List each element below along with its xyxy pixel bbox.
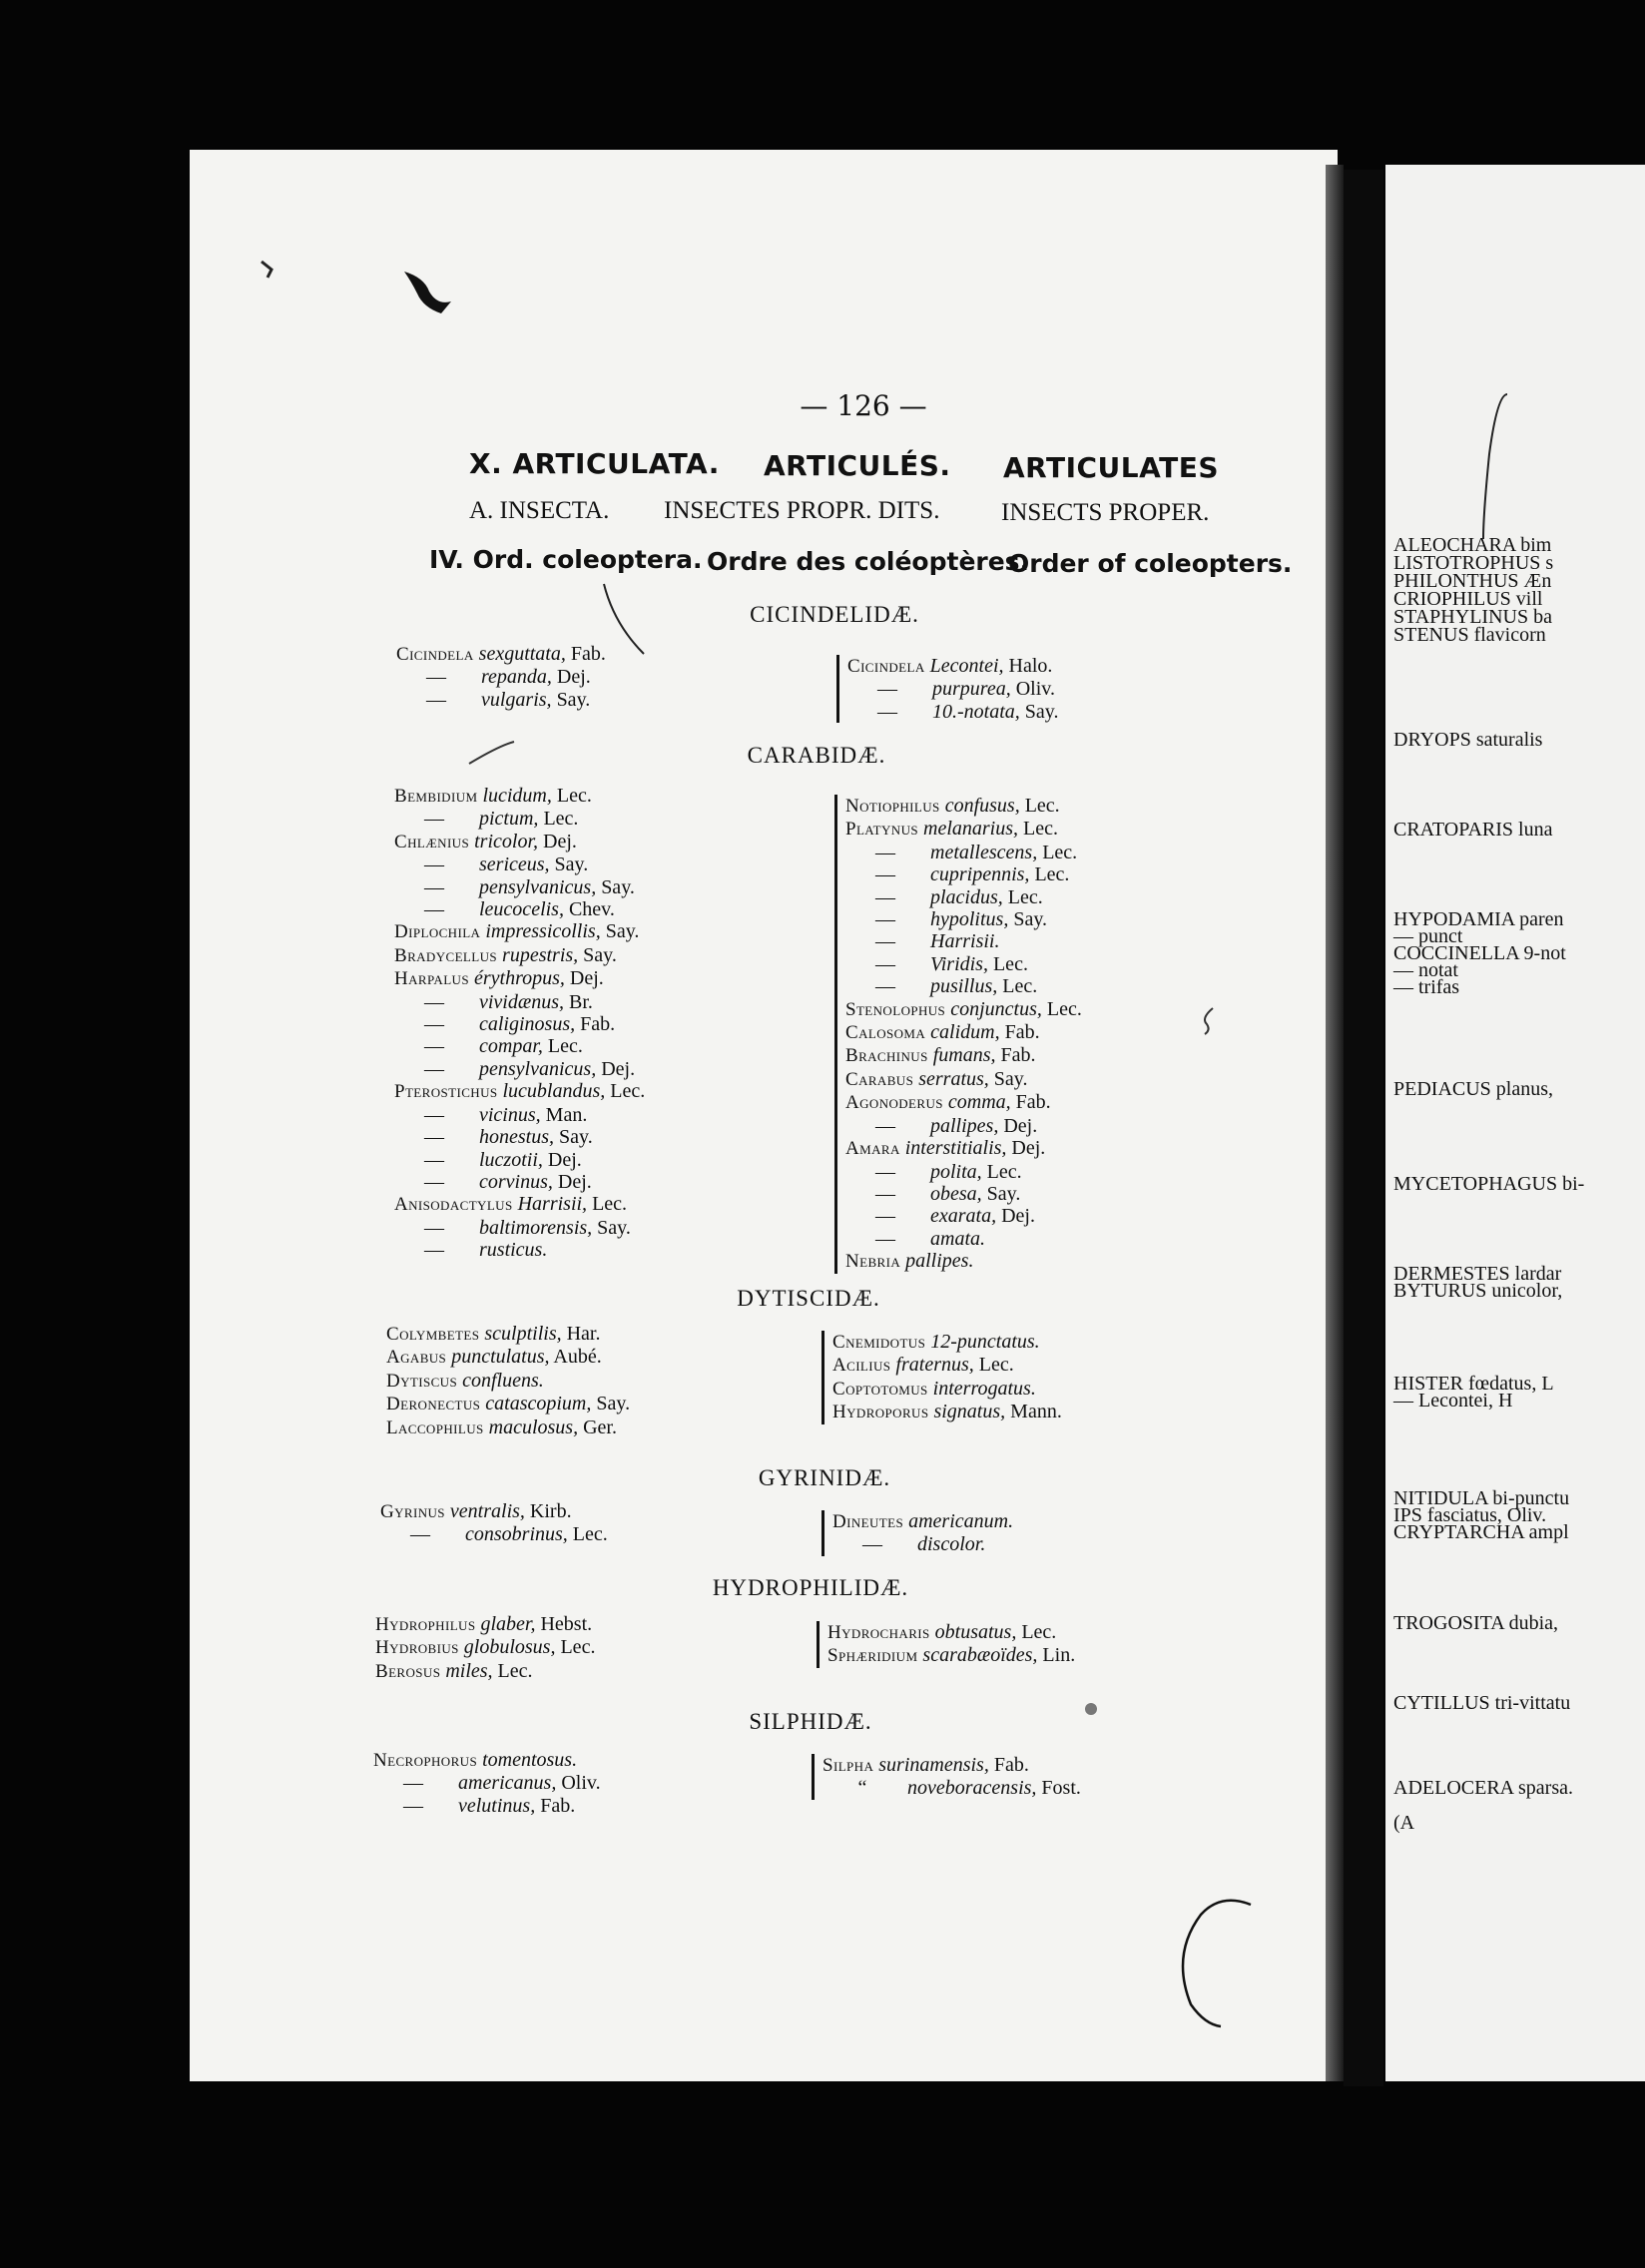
species-epithet: Lecontei, (929, 655, 1004, 677)
genus-name: — (875, 908, 895, 931)
genus-name: Colymbetes (386, 1324, 480, 1345)
species-epithet: velutinus, (458, 1794, 536, 1817)
genus-name: Diplochila (394, 921, 481, 943)
authority: Mann. (1005, 1401, 1062, 1423)
species-epithet: impressicollis, (485, 920, 601, 943)
species-epithet: sericeus, (479, 853, 550, 876)
genus-name: Pterostichus (394, 1081, 498, 1103)
authority: Fab. (988, 1754, 1029, 1776)
page-number: — 126 — (800, 389, 927, 422)
right-page-entry: — punct (1393, 925, 1463, 947)
species-epithet: fraternus, (895, 1354, 974, 1377)
species-epithet: scarabæoïdes, (922, 1644, 1038, 1667)
heading-french-sub: INSECTES PROPR. DITS. (664, 497, 940, 524)
genus-name: — (875, 841, 895, 863)
species-epithet: obesa, (930, 1182, 982, 1205)
authority: Lec. (555, 1636, 596, 1659)
genus-name: Deronectus (386, 1394, 481, 1416)
species-epithet: pallipes, (930, 1114, 999, 1137)
genus-name: — (862, 1533, 882, 1556)
right-page-entry: HISTER fœdatus, L (1393, 1373, 1554, 1395)
ink-speck (1085, 1703, 1097, 1715)
genus-name: Laccophilus (386, 1417, 484, 1438)
right-page-entry: COCCINELLA 9-not (1393, 942, 1566, 964)
authority: Lec. (997, 975, 1038, 998)
species-epithet: baltimorensis, (479, 1216, 593, 1239)
species-epithet: miles, (445, 1659, 493, 1682)
genus-name: — (424, 808, 444, 831)
genus-name: Cicindela (847, 656, 925, 677)
species-epithet: placidus, (930, 885, 1003, 908)
species-epithet: luczotii, (479, 1148, 543, 1171)
authority: Lec. (542, 1035, 583, 1058)
heading-english-sub: INSECTS PROPER. (1001, 499, 1210, 526)
authority: Lec. (973, 1354, 1014, 1377)
right-page-entry: STENUS flavicorn (1393, 624, 1546, 646)
genus-name: Coptotomus (832, 1378, 928, 1400)
authority: Fab. (565, 643, 606, 665)
genus-name: Platynus (845, 819, 918, 841)
species-epithet: vulgaris, (481, 688, 552, 711)
heading-english-order: Order of coleopters. (1008, 549, 1293, 578)
species-epithet: glaber, (480, 1613, 536, 1635)
species-epithet: Harrisii. (930, 930, 1000, 953)
authority: Say. (596, 875, 635, 898)
authority: Man. (540, 1103, 588, 1126)
hair-mark (469, 742, 514, 764)
genus-name: Berosus (375, 1660, 441, 1682)
genus-name: — (424, 1013, 444, 1036)
genus-name: Acilius (832, 1355, 891, 1377)
authority: Fab. (1010, 1091, 1051, 1114)
authority: Say. (591, 1393, 631, 1416)
authority: Say. (981, 1182, 1021, 1205)
species-epithet: rupestris, (502, 943, 579, 966)
right-page-entry: STAPHYLINUS ba (1393, 606, 1552, 628)
species-epithet: repanda, (481, 666, 552, 689)
authority: Lec. (605, 1080, 646, 1103)
genus-name: — (877, 678, 897, 701)
genus-name: — (875, 1160, 895, 1183)
authority: Dej. (538, 830, 577, 852)
genus-name: — (403, 1794, 423, 1817)
right-page-entry: CRYPTARCHA ampl (1393, 1521, 1569, 1543)
authority: Lec. (538, 808, 579, 831)
authority: Say. (551, 688, 591, 711)
right-page-entry: LISTOTROPHUS s (1393, 552, 1554, 574)
hair-mark (1483, 394, 1507, 539)
authority: Dej. (998, 1114, 1038, 1137)
species-epithet: pusillus, (930, 975, 998, 998)
species-epithet: americanus, (458, 1772, 557, 1795)
species-epithet: punctulatus, (451, 1346, 550, 1369)
genus-name: Harpalus (394, 968, 469, 990)
species-epithet: compar, (479, 1035, 543, 1058)
species-epithet: lucublandus, (502, 1080, 606, 1103)
species-epithet: signatus, (933, 1401, 1006, 1423)
species-epithet: obtusatus, (934, 1621, 1017, 1643)
authority: Fab. (575, 1013, 616, 1036)
right-page-entry: NITIDULA bi-punctu (1393, 1487, 1570, 1509)
genus-name: — (875, 1227, 895, 1250)
species-epithet: consobrinus, (465, 1523, 568, 1546)
family-title: SILPHIDÆ. (749, 1709, 872, 1734)
authority: Say. (1008, 908, 1048, 931)
authority: Fab. (535, 1794, 576, 1817)
species-epithet: Viridis, (930, 952, 988, 975)
species-epithet: tomentosus. (482, 1749, 578, 1771)
right-page-entry: CYTILLUS tri-vittatu (1393, 1692, 1571, 1714)
species-epithet: globulosus, (463, 1636, 556, 1659)
genus-name: Calosoma (845, 1022, 926, 1044)
authority: Lec. (1016, 1621, 1057, 1643)
species-epithet: leucocelis, (479, 898, 564, 921)
species-epithet: honestus, (479, 1126, 554, 1149)
authority: Lec. (551, 785, 592, 807)
authority: Say. (1019, 700, 1059, 723)
genus-name: Chlænius (394, 831, 470, 852)
genus-name: — (424, 898, 444, 921)
genus-name: “ (857, 1777, 867, 1800)
species-epithet: érythropus, (473, 967, 565, 990)
family-title: DYTISCIDÆ. (737, 1286, 880, 1311)
genus-name: — (424, 1216, 444, 1239)
genus-name: Dytiscus (386, 1370, 458, 1392)
genus-name: Dineutes (832, 1511, 904, 1532)
authority: Lec. (981, 1160, 1022, 1183)
genus-name: — (424, 1057, 444, 1080)
genus-name: Cnemidotus (832, 1332, 926, 1353)
right-page-entry: (A (1393, 1812, 1415, 1834)
authority: Dej. (564, 967, 604, 990)
genus-name: Anisodactylus (394, 1194, 513, 1216)
right-page-entry: IPS fasciatus, Oliv. (1393, 1504, 1547, 1526)
species-epithet: polita, (930, 1160, 982, 1183)
genus-name: Sphæridium (827, 1645, 918, 1667)
authority: Dej. (596, 1057, 636, 1080)
authority: Dej. (551, 666, 591, 689)
heading-latin-sub: A. INSECTA. (469, 497, 610, 524)
authority: Fab. (999, 1021, 1040, 1044)
species-epithet: sculptilis, (484, 1323, 562, 1345)
species-epithet: 12-punctatus. (930, 1331, 1040, 1353)
authority: Chev. (563, 898, 615, 921)
genus-name: — (875, 1205, 895, 1228)
authority: Fost. (1036, 1777, 1081, 1800)
ink-speck (262, 262, 272, 278)
hair-mark (1205, 1008, 1213, 1034)
genus-name: Gyrinus (380, 1501, 445, 1522)
genus-name: — (875, 930, 895, 953)
authority: Say. (554, 1126, 593, 1149)
species-epithet: comma, (947, 1091, 1011, 1114)
species-epithet: americanum. (908, 1510, 1014, 1532)
authority: Oliv. (556, 1772, 601, 1795)
species-epithet: sexguttata, (478, 643, 566, 665)
genus-name: Hydroporus (832, 1402, 929, 1423)
authority: Dej. (542, 1148, 582, 1171)
genus-name: — (403, 1772, 423, 1795)
species-epithet: surinamensis, (878, 1754, 989, 1776)
genus-name: — (875, 1114, 895, 1137)
species-epithet: corvinus, (479, 1170, 553, 1193)
species-epithet: pictum, (479, 808, 539, 831)
authority: Say. (600, 920, 640, 943)
authority: Kirb. (524, 1500, 572, 1522)
authority: Lec. (1019, 795, 1060, 817)
authority: Lec. (567, 1523, 608, 1546)
family-title: CARABIDÆ. (747, 743, 886, 768)
right-page-entry: PEDIACUS planus, (1393, 1078, 1554, 1100)
right-page-entry: TROGOSITA dubia, (1393, 1612, 1559, 1634)
species-epithet: pallipes. (905, 1250, 974, 1273)
right-page-entry: ALEOCHARA bim (1393, 534, 1552, 556)
genus-name: — (424, 1126, 444, 1149)
genus-name: — (424, 1170, 444, 1193)
genus-name: — (877, 700, 897, 723)
genus-name: — (424, 1035, 444, 1058)
heading-english-class: ARTICULATES (1003, 451, 1220, 484)
right-page-entry: DRYOPS saturalis (1393, 729, 1543, 751)
right-page-entry: PHILONTHUS Æn (1393, 570, 1552, 592)
authority: Lin. (1037, 1644, 1076, 1667)
genus-name: Nebria (845, 1251, 901, 1273)
species-epithet: pensylvanicus, (479, 1057, 597, 1080)
species-epithet: calidum, (930, 1021, 1000, 1044)
genus-name: — (424, 1239, 444, 1262)
species-epithet: confusus, (944, 795, 1020, 817)
authority: Fab. (995, 1044, 1036, 1067)
species-epithet: caliginosus, (479, 1013, 576, 1036)
authority: Lec. (1029, 863, 1070, 886)
authority: Say. (549, 853, 589, 876)
species-epithet: rusticus. (479, 1239, 548, 1262)
right-page-entry: CRATOPARIS luna (1393, 819, 1553, 841)
species-epithet: purpurea, (932, 678, 1011, 701)
genus-name: Brachinus (845, 1045, 928, 1067)
authority: Halo. (1003, 655, 1053, 677)
species-epithet: Harrisii, (517, 1193, 588, 1216)
right-page-entry: BYTURUS unicolor, (1393, 1280, 1563, 1302)
heading-latin-order: IV. Ord. coleoptera. (429, 545, 703, 574)
species-epithet: maculosus, (488, 1416, 579, 1438)
genus-name: — (424, 853, 444, 876)
genus-name: — (410, 1523, 430, 1546)
authority: Lec. (1002, 885, 1043, 908)
genus-name: — (426, 666, 446, 689)
family-title: CICINDELIDÆ. (750, 602, 919, 627)
species-epithet: lucidum, (482, 785, 552, 807)
authority: Dej. (996, 1205, 1035, 1228)
species-epithet: fumans, (932, 1044, 996, 1067)
hair-mark (604, 584, 644, 654)
genus-name: Hydrocharis (827, 1622, 930, 1643)
right-page-entry: — notat (1393, 959, 1458, 981)
genus-name: — (875, 952, 895, 975)
species-epithet: melanarius, (923, 818, 1018, 841)
genus-name: Bembidium (394, 786, 478, 807)
heading-latin-class: X. ARTICULATA. (469, 447, 720, 480)
genus-name: — (424, 990, 444, 1013)
authority: Say. (592, 1216, 631, 1239)
species-epithet: ventralis, (449, 1500, 525, 1522)
authority: Aubé. (549, 1346, 602, 1369)
right-page-entry: — Lecontei, H (1393, 1390, 1513, 1412)
genus-name: — (875, 863, 895, 886)
authority: Har. (561, 1323, 601, 1345)
genus-name: Amara (845, 1138, 900, 1160)
genus-name: — (875, 885, 895, 908)
heading-french-class: ARTICULÉS. (764, 449, 951, 482)
authority: Lec. (492, 1659, 533, 1682)
family-title: GYRINIDÆ. (758, 1465, 891, 1490)
genus-name: Cicindela (396, 644, 474, 665)
species-epithet: noveboracensis, (907, 1777, 1037, 1800)
species-epithet: confluens. (462, 1369, 544, 1392)
authority: Lec. (587, 1193, 628, 1216)
right-page-entry: CRIOPHILUS vill (1393, 588, 1543, 610)
genus-name: Agabus (386, 1347, 447, 1369)
genus-name: Necrophorus (373, 1750, 478, 1771)
species-epithet: hypolitus, (930, 908, 1009, 931)
species-epithet: catascopium, (485, 1393, 592, 1416)
species-epithet: serratus, (918, 1067, 989, 1090)
genus-name: — (424, 1148, 444, 1171)
species-epithet: interstitialis, (904, 1137, 1007, 1160)
genus-name: — (875, 1182, 895, 1205)
authority: Hebst. (535, 1613, 593, 1635)
right-page-entry: DERMESTES lardar (1393, 1263, 1562, 1285)
authority: Say. (578, 943, 617, 966)
genus-name: Agonoderus (845, 1092, 943, 1114)
genus-name: Bradycellus (394, 944, 498, 966)
family-title: HYDROPHILIDÆ. (712, 1575, 909, 1600)
species-epithet: discolor. (917, 1533, 986, 1556)
genus-name: Hydrophilus (375, 1614, 476, 1635)
authority: Br. (564, 990, 593, 1013)
genus-name: — (426, 688, 446, 711)
authority: Dej. (552, 1170, 592, 1193)
authority: Say. (988, 1067, 1028, 1090)
species-epithet: tricolor, (474, 830, 539, 852)
ink-blot (404, 272, 451, 313)
heading-french-order: Ordre des coléoptères. (707, 547, 1030, 576)
right-page-entry: ADELOCERA sparsa. (1393, 1777, 1573, 1799)
species-epithet: interrogatus. (932, 1377, 1036, 1400)
right-page-entry: HYPODAMIA paren (1393, 908, 1564, 930)
species-epithet: pensylvanicus, (479, 875, 597, 898)
authority: Lec. (1018, 818, 1058, 841)
genus-name: — (875, 975, 895, 998)
genus-name: Notiophilus (845, 796, 940, 817)
right-page-entry: — trifas (1393, 976, 1460, 998)
species-epithet: vicinus, (479, 1103, 541, 1126)
genus-name: — (424, 1103, 444, 1126)
species-epithet: 10.-notata, (932, 700, 1020, 723)
authority: Lec. (987, 952, 1028, 975)
species-epithet: vividænus, (479, 990, 564, 1013)
species-epithet: amata. (930, 1227, 985, 1250)
authority: Dej. (1006, 1137, 1046, 1160)
genus-name: Hydrobius (375, 1637, 459, 1659)
authority: Lec. (1041, 997, 1082, 1020)
species-epithet: exarata, (930, 1205, 997, 1228)
genus-name: Stenolophus (845, 998, 946, 1020)
genus-name: — (424, 875, 444, 898)
right-page-entry: MYCETOPHAGUS bi- (1393, 1173, 1585, 1195)
species-epithet: cupripennis, (930, 863, 1030, 886)
species-epithet: conjunctus, (950, 997, 1042, 1020)
species-epithet: metallescens, (930, 841, 1038, 863)
authority: Oliv. (1010, 678, 1055, 701)
hair-mark (1183, 1901, 1251, 2026)
genus-name: Carabus (845, 1068, 914, 1090)
authority: Ger. (578, 1416, 617, 1438)
genus-name: Silpha (822, 1755, 874, 1776)
authority: Lec. (1037, 841, 1078, 863)
